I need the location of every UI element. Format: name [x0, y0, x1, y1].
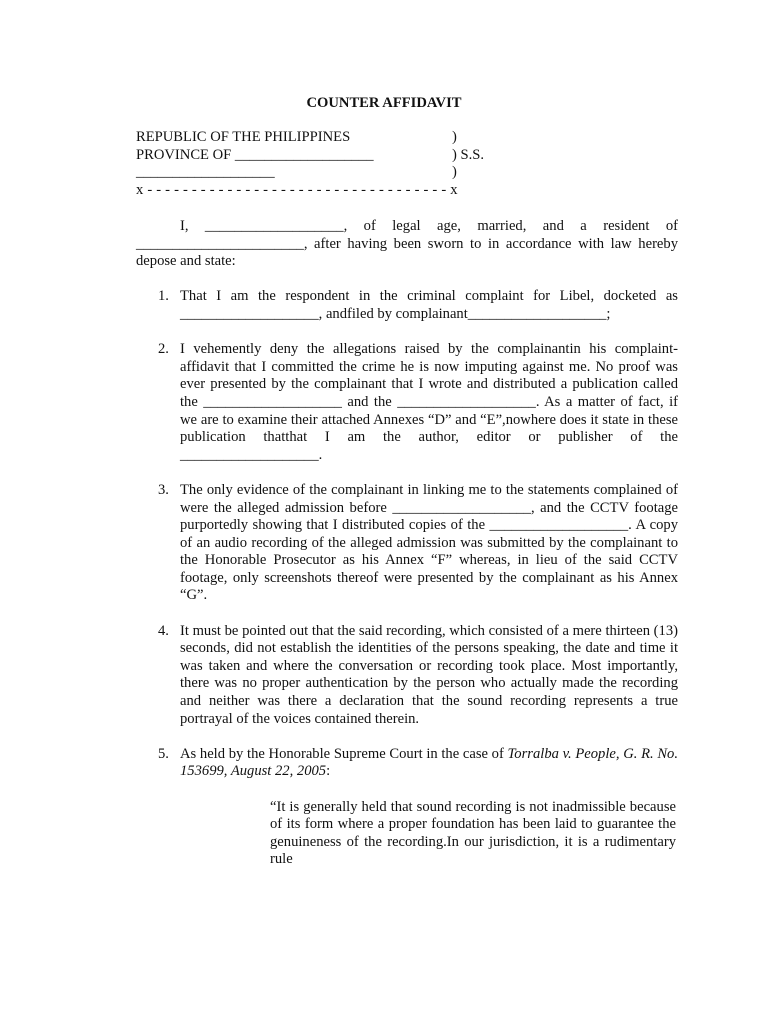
item-number: 4.	[158, 622, 169, 639]
list-item	[136, 623, 678, 729]
item-text: It must be pointed out that the said recording, which consisted of a mere thirteen (13) seconds, did not establish the identities of the persons speaking, the date and time it was taken and where the conversation or recording took place. Most importantly, there was no proper authentication by the person who actually made the recording and neither was there a declaration that the sound recording represents a true portrayal of the voices contained therein.	[180, 622, 678, 727]
list-item	[136, 482, 678, 605]
list-item	[136, 288, 678, 323]
caption-republic: REPUBLIC OF THE PHILIPPINES	[136, 129, 351, 145]
numbered-list	[136, 288, 678, 869]
caption-paren-3: )	[452, 164, 457, 181]
caption-blank: ___________________	[136, 164, 275, 181]
intro-paragraph: I, ___________________, of legal age, married, and a resident of _______________________, after having been sworn to in accordance with law hereby depose and state:	[136, 218, 678, 270]
caption-paren-1: )	[452, 129, 457, 145]
venue-caption	[136, 129, 556, 199]
item-number: 1.	[158, 288, 169, 305]
caption-row-1	[136, 129, 556, 147]
item-text-lead: As held by the Honorable Supreme Court in the case of	[180, 745, 508, 762]
caption-separator: x - - - - - - - - - - - - - - - - - - - - - - - - - - - - - - - - - - x	[136, 181, 458, 198]
caption-ss: ) S.S.	[452, 146, 485, 163]
item-number: 3.	[158, 481, 169, 498]
quoted-ruling: “It is generally held that sound recording is not inadmissible because of its form where a proper foundation has been laid to guarantee the genuineness of the recording.In our jurisdiction, it is a rudimentary rule	[270, 798, 676, 868]
item-text: That I am the respondent in the criminal complaint for Libel, docketed as ___________________, andfiled by complainant___________________;	[180, 288, 678, 322]
list-item	[136, 746, 678, 869]
list-item	[136, 341, 678, 464]
item-text: The only evidence of the complainant in linking me to the statements complained of were the alleged admission before ___________________, and the CCTV footage purportedly showing that I distributed copies of the ___________________. A copy of an audio recording of the alleged admission was submitted by the complainant to the Honorable Prosecutor as his Annex “F” whereas, in lieu of the said CCTV footage, only screenshots thereof were presented by the complainant as his Annex “G”.	[180, 481, 678, 604]
caption-row-3	[136, 164, 556, 182]
item-text	[180, 746, 678, 781]
item-text: I vehemently deny the allegations raised by the complainantin his complaint-affidavit that I committed the crime he is now imputing against me. No proof was ever presented by the complainant that I wrote and distributed a publication called the ___________________ and the ___________________. As a matter of fact, if we are to examine their attached Annexes “D” and “E”,nowhere does it state in these publication thatthat I am the author, editor or publisher of the ___________________.	[180, 341, 678, 463]
item-number: 2.	[158, 341, 169, 358]
affidavit-body	[136, 218, 678, 887]
caption-row-2	[136, 147, 556, 165]
caption-row-4	[136, 182, 556, 200]
item-text-tail: :	[326, 763, 331, 780]
document-title: COUNTER AFFIDAVIT	[306, 95, 462, 111]
item-number: 5.	[158, 745, 169, 762]
case-citation: Torralba v. People, G. R. No. 153699, August 22, 2005	[180, 745, 678, 780]
caption-province: PROVINCE OF ___________________	[136, 146, 374, 163]
